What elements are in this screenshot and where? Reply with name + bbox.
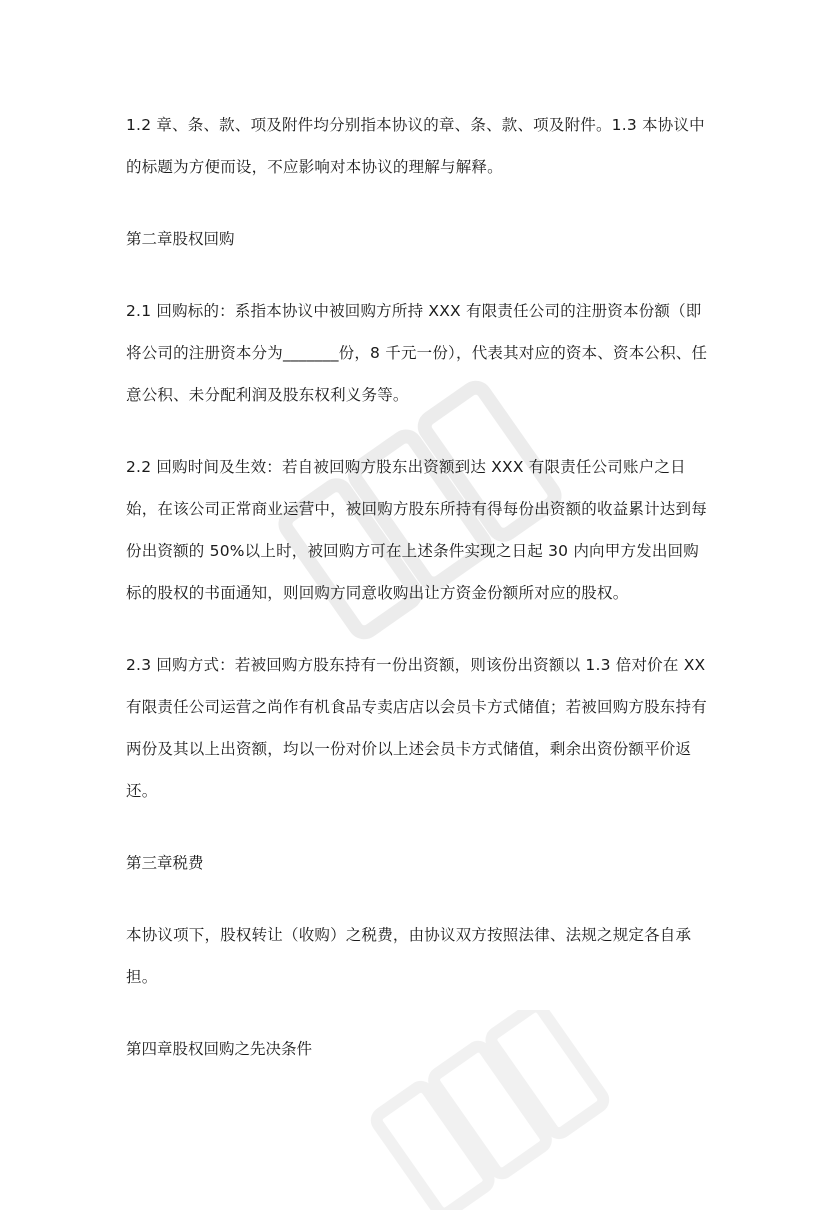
chapter-3-heading: 第三章税费	[126, 854, 204, 872]
paragraph-2-3: 2.3 回购方式：若被回购方股东持有一份出资额，则该份出资额以 1.3 倍对价在 XX 有限责任公司运营之尚作有机食品专卖店店以会员卡方式储值；若被回购方股东持有两份及其以上出资额，均以一份对价以上述会员卡方式储值，剩余出资份额平价返还。	[126, 656, 707, 800]
chapter-4-heading: 第四章股权回购之先决条件	[126, 1040, 313, 1058]
paragraph-tax: 本协议项下，股权转让（收购）之税费，由协议双方按照法律、法规之规定各自承担。	[126, 926, 692, 986]
paragraph-2-2: 2.2 回购时间及生效：若自被回购方股东出资额到达 XXX 有限责任公司账户之日始，在该公司正常商业运营中，被回购方股东所持有得每份出资额的收益累计达到每份出资额的 50%以上时，被回购方可在上述条件实现之日起 30 内向甲方发出回购标的股权的书面通知，则回购方同意收购出让方资金份额所对应的股权。	[126, 458, 707, 602]
chapter-2-heading: 第二章股权回购	[126, 230, 235, 248]
paragraph-1-2: 1.2 章、条、款、项及附件均分别指本协议的章、条、款、项及附件。1.3 本协议中的标题为方便而设，不应影响对本协议的理解与解释。	[126, 116, 705, 176]
paragraph-2-1: 2.1 回购标的：系指本协议中被回购方所持 XXX 有限责任公司的注册资本份额（即将公司的注册资本分为_______份，8 千元一份），代表其对应的资本、资本公积、任意公积、未分配利润及股东权利义务等。	[126, 302, 708, 404]
document-body	[126, 104, 714, 1100]
